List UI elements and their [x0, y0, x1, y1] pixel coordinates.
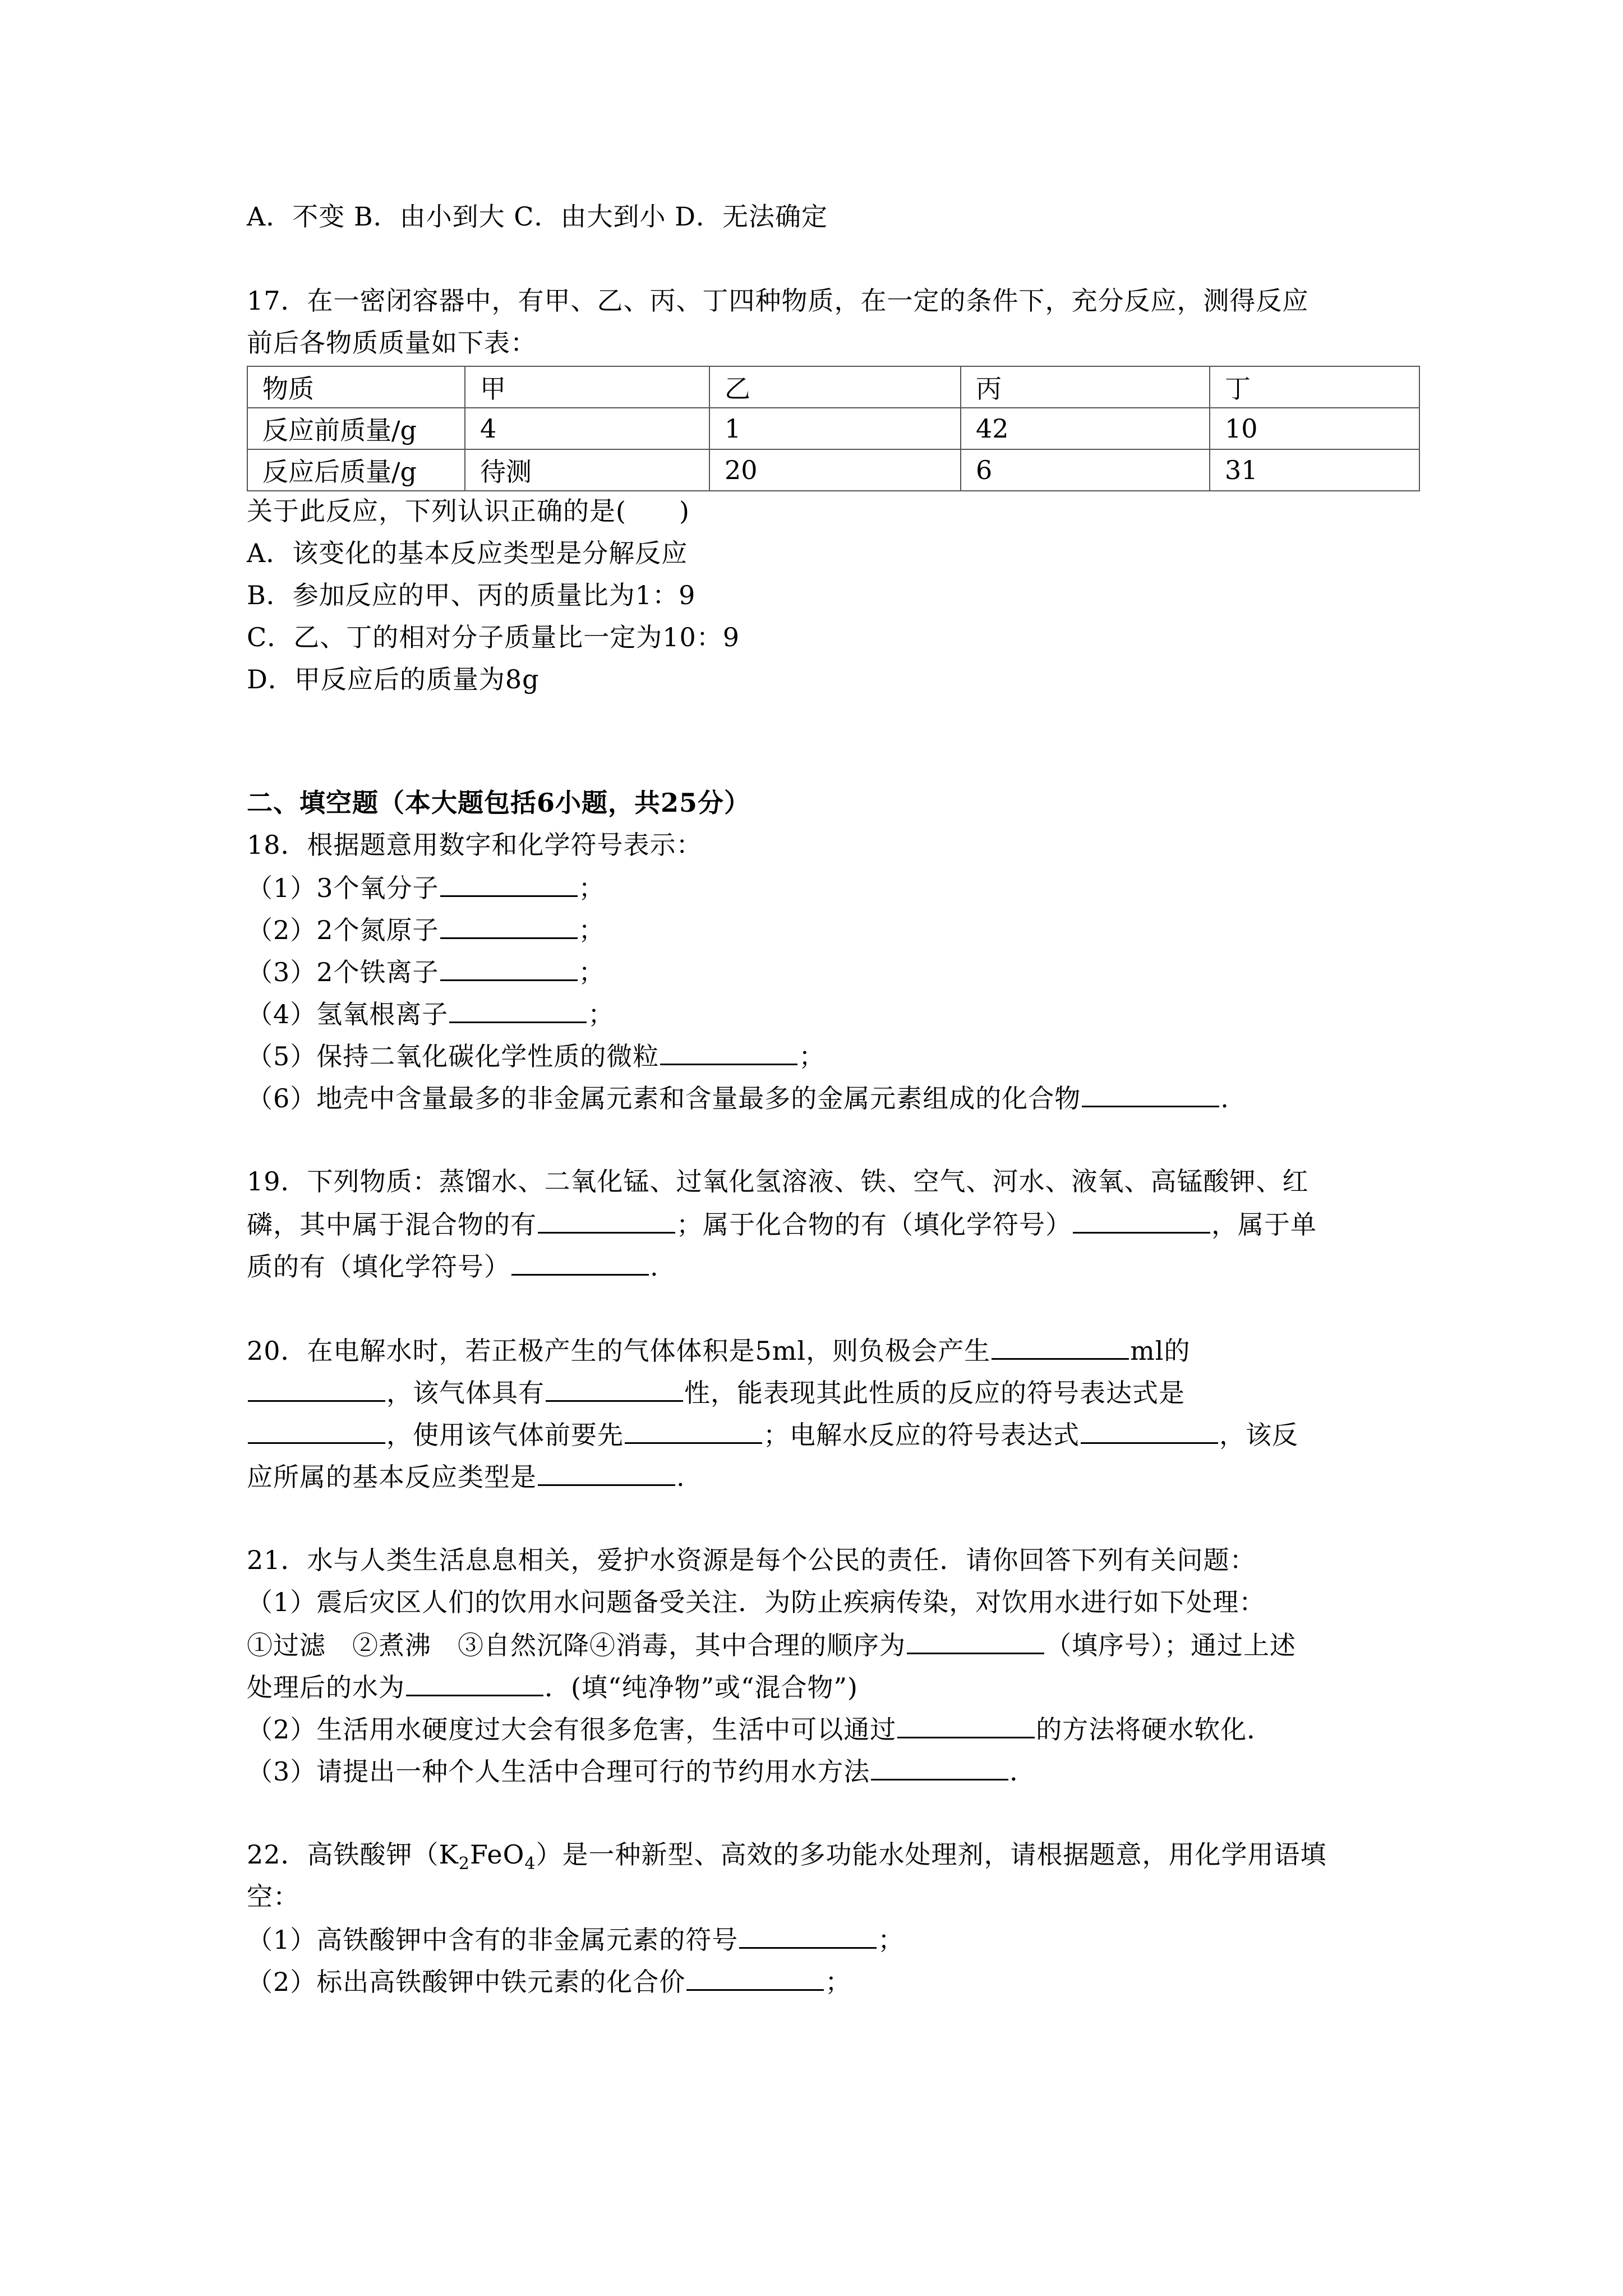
q19-line2: [247, 1206, 1317, 1242]
q19-line3: [247, 1248, 659, 1284]
q19-text: 质的有（填化学符号）: [247, 1251, 510, 1282]
table-cell: 丙: [961, 366, 1210, 408]
q19-text: 磷，其中属于混合物的有: [247, 1209, 537, 1240]
q20-line4: [247, 1458, 685, 1494]
answer-blank[interactable]: [660, 1038, 797, 1065]
answer-blank[interactable]: [511, 1248, 649, 1276]
q17-option-d: D．甲反应后的质量为8g: [247, 664, 540, 694]
q17-option-c: C．乙、丁的相对分子质量比一定为10：9: [247, 622, 740, 652]
q21-line6: [247, 1753, 1036, 1789]
q21-line5: [247, 1711, 1273, 1747]
item-text: （5）保持二氧化碳化学性质的微粒: [247, 1041, 660, 1071]
q22-line1: [247, 1837, 1326, 1881]
item-text: （2）2个氮原子: [247, 915, 439, 945]
punct: ；: [799, 1041, 826, 1071]
answer-blank[interactable]: [625, 1416, 762, 1444]
answer-blank[interactable]: [440, 912, 578, 939]
q18-item-3: [247, 954, 605, 990]
q22-text: ；: [825, 1967, 852, 1997]
q21-text: （3）请提出一种个人生活中合理可行的节约用水方法: [247, 1756, 870, 1787]
q21-text: （填序号）；通过上述: [1045, 1630, 1296, 1660]
answer-blank[interactable]: [406, 1669, 543, 1696]
punct: ；: [578, 873, 605, 903]
q18-item-6: [247, 1080, 1229, 1116]
q21-text: 处理后的水为: [247, 1672, 405, 1703]
q22-line3: [247, 1921, 904, 1957]
q20-text: 应所属的基本反应类型是: [247, 1462, 537, 1492]
q19-text: ；属于化合物的有（填化学符号）: [676, 1209, 1072, 1240]
q22-text: 22．高铁酸钾（K: [247, 1839, 459, 1870]
q21-text: ①过滤 ②煮沸 ③自然沉降④消毒，其中合理的顺序为: [247, 1630, 906, 1660]
table-cell: 20: [709, 449, 961, 491]
q21-line4: [247, 1669, 858, 1705]
q22-text: ；: [878, 1925, 905, 1955]
table-cell: 甲: [465, 366, 709, 408]
table-header-row: [247, 366, 1419, 408]
q20-line3: [247, 1416, 1298, 1452]
table-cell: 丁: [1210, 366, 1419, 408]
q17-option-a: A．该变化的基本反应类型是分解反应: [247, 538, 688, 568]
q21-line1: 21．水与人类生活息息相关，爱护水资源是每个公民的责任．请你回答下列有关问题：: [247, 1545, 1256, 1575]
punct: .: [1220, 1083, 1229, 1114]
item-text: （4）氢氧根离子: [247, 999, 449, 1029]
answer-blank[interactable]: [449, 996, 587, 1023]
q22-line4: [247, 1963, 851, 1999]
item-text: （6）地壳中含量最多的非金属元素和含量最多的金属元素组成的化合物: [247, 1083, 1081, 1114]
answer-blank[interactable]: [992, 1332, 1129, 1360]
answer-blank[interactable]: [907, 1627, 1044, 1654]
table-cell: 待测: [465, 449, 709, 491]
table-cell: 42: [961, 408, 1210, 449]
q21-text: （2）生活用水硬度过大会有很多危害，生活中可以通过: [247, 1714, 897, 1745]
answer-blank[interactable]: [440, 869, 578, 897]
q18-item-5: [247, 1038, 825, 1074]
table-cell: 反应前质量/g: [247, 408, 465, 449]
answer-blank[interactable]: [871, 1753, 1008, 1780]
q17-stem-line1: 17．在一密闭容器中，有甲、乙、丙、丁四种物质，在一定的条件下，充分反应，测得反应: [247, 286, 1309, 316]
q20-text: 性，能表现其此性质的反应的符号表达式是: [684, 1378, 1185, 1408]
answer-blank[interactable]: [897, 1711, 1035, 1738]
q18-item-2: [247, 912, 605, 947]
table-cell: 31: [1210, 449, 1419, 491]
q21-line2: （1）震后灾区人们的饮用水问题备受关注．为防止疾病传染，对饮用水进行如下处理：: [247, 1587, 1266, 1617]
item-text: （1）3个氧分子: [247, 873, 439, 903]
q22-text: ）是一种新型、高效的多功能水处理剂，请根据题意，用化学用语填: [536, 1839, 1327, 1870]
answer-blank[interactable]: [248, 1374, 385, 1402]
q20-text: ，该反: [1219, 1420, 1298, 1450]
answer-blank[interactable]: [1082, 1080, 1219, 1107]
q18-item-1: [247, 869, 605, 905]
punct: ；: [578, 957, 605, 987]
answer-blank[interactable]: [538, 1458, 675, 1486]
q22-text: （2）标出高铁酸钾中铁元素的化合价: [247, 1967, 686, 1997]
q18-stem: 18．根据题意用数字和化学符号表示：: [247, 830, 703, 860]
q22-text: FeO: [470, 1839, 525, 1870]
answer-blank[interactable]: [1073, 1206, 1210, 1234]
q20-line2: [247, 1374, 1185, 1410]
q20-text: ml的: [1130, 1336, 1191, 1366]
table-cell: 反应后质量/g: [247, 449, 465, 491]
q21-line3: [247, 1627, 1296, 1663]
q17-mass-table: [247, 366, 1420, 491]
punct: ；: [578, 915, 605, 945]
q18-item-4: [247, 996, 614, 1032]
q20-text: ，该气体具有: [386, 1378, 545, 1408]
table-row: [247, 408, 1419, 449]
answer-blank[interactable]: [686, 1963, 824, 1991]
answer-blank[interactable]: [739, 1921, 877, 1949]
q22-text: （1）高铁酸钾中含有的非金属元素的符号: [247, 1925, 739, 1955]
table-cell: 1: [709, 408, 961, 449]
q17-option-b: B．参加反应的甲、丙的质量比为1：9: [247, 580, 696, 610]
answer-blank[interactable]: [538, 1206, 675, 1234]
subscript: 4: [524, 1854, 536, 1874]
q19-text: .: [650, 1251, 659, 1282]
table-cell: 物质: [247, 366, 465, 408]
table-cell: 10: [1210, 408, 1419, 449]
q20-text: ；电解水反应的符号表达式: [763, 1420, 1080, 1450]
q17-question: 关于此反应，下列认识正确的是( ): [247, 496, 690, 526]
q21-text: ．(填“纯净物”或“混合物”): [545, 1672, 858, 1703]
q20-text: .: [676, 1462, 685, 1492]
table-cell: 乙: [709, 366, 961, 408]
table-row: [247, 449, 1419, 491]
table-cell: 4: [465, 408, 709, 449]
punct: ；: [588, 999, 615, 1029]
q16-options: A．不变 B．由小到大 C．由大到小 D．无法确定: [247, 201, 828, 232]
q20-text: 20．在电解水时，若正极产生的气体体积是5ml，则负极会产生: [247, 1336, 991, 1366]
q17-stem-line2: 前后各物质质量如下表：: [247, 328, 537, 358]
q20-text: ，使用该气体前要先: [386, 1420, 624, 1450]
q19-line1: 19．下列物质：蒸馏水、二氧化锰、过氧化氢溶液、铁、空气、河水、液氧、高锰酸钾、红: [247, 1166, 1309, 1197]
answer-blank[interactable]: [440, 954, 578, 981]
q20-line1: [247, 1332, 1190, 1368]
answer-blank[interactable]: [248, 1416, 385, 1444]
item-text: （3）2个铁离子: [247, 957, 439, 987]
section-title: 二、填空题（本大题包括6小题，共25分）: [247, 788, 751, 818]
q21-text: ．: [1009, 1756, 1036, 1787]
answer-blank[interactable]: [546, 1374, 683, 1402]
q22-line2: 空：: [247, 1881, 299, 1912]
table-cell: 6: [961, 449, 1210, 491]
answer-blank[interactable]: [1081, 1416, 1218, 1444]
subscript: 2: [458, 1854, 470, 1874]
q21-text: 的方法将硬水软化．: [1036, 1714, 1274, 1745]
q19-text: ，属于单: [1211, 1209, 1317, 1240]
